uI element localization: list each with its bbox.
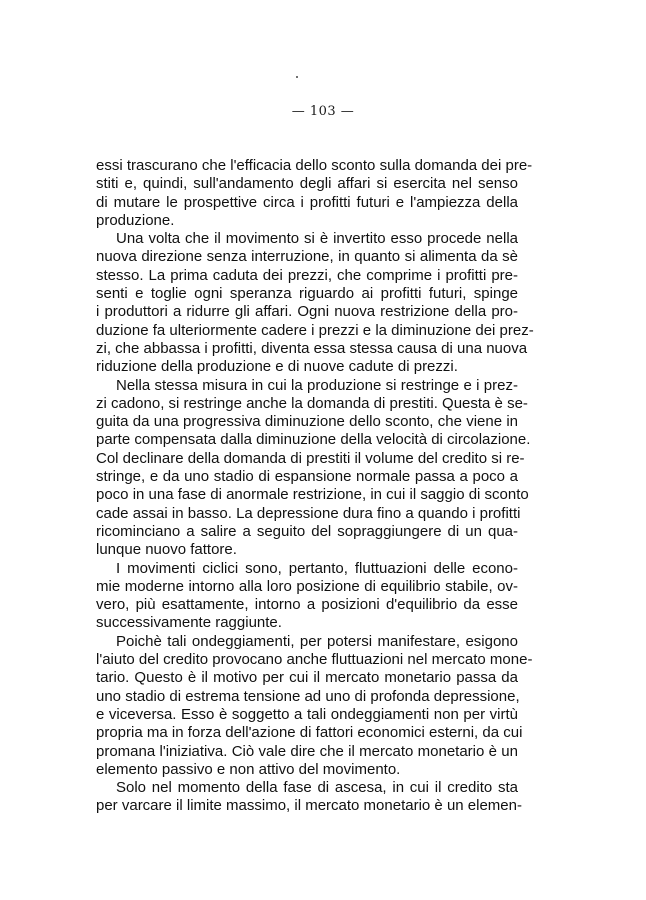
text-line: i produttori a ridurre gli affari. Ogni nuova restrizione della pro- (96, 303, 518, 321)
text-line: uno stadio di estrema tensione ad uno di profonda depressione, (96, 687, 520, 705)
text-line: I movimenti ciclici sono, pertanto, fluttuazioni delle econo- (116, 559, 518, 577)
text-line: essi trascurano che l'efficacia dello sconto sulla domanda dei pre- (96, 157, 533, 174)
text-line: e viceversa. Esso è soggetto a tali ondeggiamenti non per virtù (96, 705, 518, 723)
text-line: vero, più esattamente, intorno a posizioni d'equilibrio da esse (96, 596, 518, 614)
body-text (96, 157, 534, 816)
paragraph (96, 560, 518, 633)
text-line: di mutare le prospettive circa i profitti futuri e l'ampiezza della (96, 193, 518, 211)
text-line: zi cadono, si restringe anche la domanda di prestiti. Questa è se- (96, 394, 528, 412)
text-line: Una volta che il movimento si è invertito esso procede nella (116, 230, 518, 248)
text-line: propria ma in forza dell'azione di fattori economici esterni, da cui (96, 724, 523, 742)
paragraph (96, 779, 522, 816)
text-line: per varcare il limite massimo, il mercato monetario è un elemen- (96, 797, 522, 815)
text-line: riduzione della produzione e di nuove cadute di prezzi. (96, 358, 458, 376)
text-line: zi, che abbassa i profitti, diventa essa stessa causa di una nuova (96, 339, 528, 357)
text-line: stiti e, quindi, sull'andamento degli affari si esercita nel senso (96, 175, 518, 193)
text-line: Solo nel momento della fase di ascesa, in cui il credito sta (116, 779, 518, 797)
text-line: parte compensata dalla diminuzione della velocità di circolazione. (96, 431, 531, 449)
text-line: produzione. (96, 211, 175, 229)
text-line: elemento passivo e non attivo del movimento. (96, 760, 401, 778)
paragraph (96, 376, 531, 560)
text-line: Nella stessa misura in cui la produzione si restringe e i prez- (116, 376, 518, 394)
text-line: Poichè tali ondeggiamenti, per potersi manifestare, esigono (116, 632, 518, 650)
text-line: promana l'iniziativa. Ciò vale dire che il mercato monetario è un (96, 742, 518, 760)
print-speck (296, 76, 298, 78)
text-line: poco in una fase di anormale restrizione, in cui il saggio di sconto (96, 486, 529, 504)
text-line: nuova direzione senza interruzione, in quanto si alimenta da sè (96, 248, 518, 266)
text-line: duzione fa ulteriormente cadere i prezzi e la diminuzione dei prez- (96, 321, 534, 339)
text-line: stringe, e da uno stadio di espansione normale passa a poco a (96, 468, 518, 486)
text-line: guita da una progressiva diminuzione dello sconto, che viene in (96, 413, 518, 431)
text-line: cade assai in basso. La depressione dura fino a quando i profitti (96, 504, 521, 522)
text-line: Col declinare della domanda di prestiti il volume del credito si re- (96, 449, 525, 467)
text-line: stesso. La prima caduta dei prezzi, che comprime i profitti pre- (96, 266, 518, 284)
paragraph (96, 230, 534, 376)
paragraph (96, 632, 533, 779)
paragraph (96, 157, 533, 230)
text-line: ricominciano a salire a seguito del sopraggiungere di un qua- (96, 522, 518, 540)
text-line: successivamente raggiunte. (96, 614, 282, 632)
page-number: — 103 — (291, 104, 355, 119)
text-line: mie moderne intorno alla loro posizione di equilibrio stabile, ov- (96, 577, 518, 595)
text-line: tario. Questo è il motivo per cui il mercato monetario passa da (96, 669, 518, 687)
text-line: senti e toglie ogni speranza riguardo ai profitti futuri, spinge (96, 285, 518, 303)
text-line: lunque nuovo fattore. (96, 541, 237, 559)
text-line: l'aiuto del credito provocano anche fluttuazioni nel mercato mone- (96, 651, 533, 669)
